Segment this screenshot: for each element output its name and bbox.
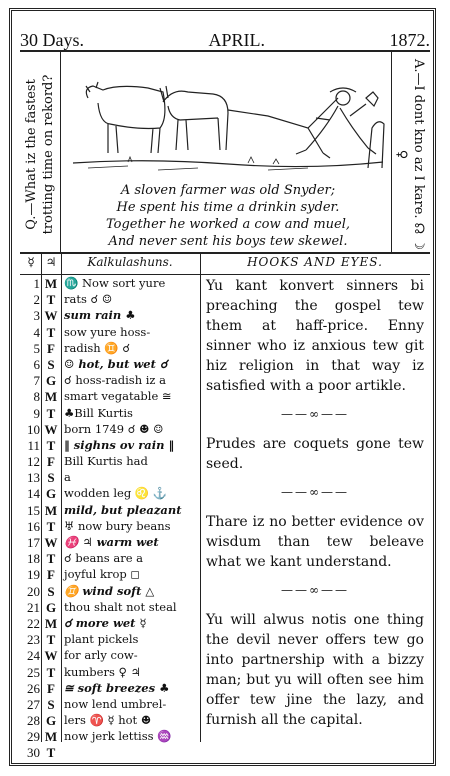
kalkulashun-text: ♣Bill Kurtis [64,405,133,420]
day-row [20,697,200,713]
weekday-letter: T [46,292,56,308]
day-number: 1 [33,276,40,291]
kalkulashun-text: wodden leg ♌ ⚓ [64,486,168,501]
day-number: 20 [27,583,40,599]
weekday-letter: W [44,648,58,664]
saying: Thare iz no better evidence ov wisdum than tew beleave what we kant understand. [206,514,424,570]
kalkulashun-text: ☌ more wet ☿ [64,615,147,630]
day-row [20,681,200,697]
kalkulashun-text: now jerk lettiss ♒ [64,729,172,744]
day-number: 19 [27,567,40,583]
kalkulashun-text: ♓ ♃ warm wet [64,535,159,549]
day-row [20,470,200,486]
weekday-letter: M [44,502,58,518]
kalkulashun-text: sow yure hoss- [64,324,151,339]
weekday-letter: T [46,632,56,648]
day-row [20,648,200,664]
day-number: 28 [27,713,40,729]
kalkulashun-text: Bill Kurtis had [64,454,148,469]
day-row [20,713,200,729]
weekday-letter: T [46,324,56,340]
day-number: 6 [33,356,40,372]
kalkulashun-text: smart vegatable ≅ [64,389,172,404]
kalkulashun-text: ‖ sighns ov rain ‖ [64,437,175,452]
day-row [20,551,200,567]
side-answer: A.—I dont kno az I kare. ☊ ☽ ♀ [394,58,426,250]
kalkulashun-text: now lend umbrel- [64,696,167,711]
ornament: ——∞—— [281,583,349,597]
kalkulashun-text: ☌ beans are a [64,551,144,566]
poem [68,182,388,250]
day-row [20,535,200,551]
day-number: 25 [27,664,40,680]
day-row [20,665,200,681]
weekday-letter: G [45,599,57,615]
farmer-illustration [68,58,388,178]
year: 1872. [389,29,430,50]
day-rows [20,276,200,762]
day-number: 10 [27,421,40,437]
illustration-band [20,50,430,254]
day-row [20,308,200,324]
day-row [20,486,200,502]
day-row [20,325,200,341]
weekday-letter: S [47,696,55,712]
day-row [20,745,200,761]
col-header-hooks: HOOKS AND EYES. [247,255,383,269]
day-row [20,438,200,454]
day-row [20,503,200,519]
weekday-letter: F [47,680,55,696]
weekday-letter: M [44,389,58,405]
day-number: 29 [27,729,40,745]
col-header-kalkulashuns: Kalkulashuns. [87,255,173,269]
kalkulashun-text: ≅ soft breezes ♣ [64,680,170,695]
day-number: 21 [27,599,40,615]
saying: Yu will alwus notis one thing the devil never offers tew go into partnership with a bizzy man; but yu will often see him offer tew jine the lazy, and furnish all the capital. [206,612,424,728]
month-title: APRIL. [208,29,265,50]
day-number: 18 [27,551,40,567]
weekday-letter: F [47,340,55,356]
day-row [20,600,200,616]
day-number: 26 [27,680,40,696]
ornament: ——∞—— [281,485,349,499]
day-number: 13 [27,470,40,486]
day-row [20,632,200,648]
weekday-letter: F [47,454,55,470]
day-number: 22 [27,615,40,631]
weekday-letter: M [44,276,58,291]
kalkulashun-text: ☺ hot, but wet ☌ [64,356,168,371]
weekday-letter: T [46,405,56,421]
weekday-letter: W [44,535,58,550]
kalkulashun-text: ♏ Now sort yure [64,276,166,290]
day-row [20,341,200,357]
kalkulashun-text: mild, but pleazant [64,502,182,517]
weekday-letter: G [45,713,57,729]
day-number: 24 [27,648,40,664]
col-header-day: ☿ [27,255,35,269]
kalkulashun-text: thou shalt not steal [64,599,177,614]
weekday-letter: S [47,470,55,486]
day-row [20,276,200,292]
weekday-letter: W [44,421,58,437]
weekday-letter: T [46,664,56,680]
day-number: 7 [33,373,40,389]
weekday-letter: T [46,518,56,534]
calendar-table [20,252,430,761]
day-number: 11 [27,437,40,453]
saying: Prudes are coquets gone tew seed. [206,436,424,472]
kalkulashun-text: lers ♈ ☿ hot ☻ [64,713,152,728]
col-header-weekday: ♃ [45,255,57,269]
day-row [20,454,200,470]
weekday-letter: T [46,551,56,567]
day-row [20,519,200,535]
day-row [20,389,200,405]
day-row [20,357,200,373]
saying: Yu kant konvert sinners bi preaching the gospel tew them at haff-price. Enny sinner who iz anxious tew git hiz religion in that way iz satisfied with a poor artikle. [206,278,424,394]
day-number: 23 [27,632,40,648]
days-count: 30 Days. [20,29,84,50]
kalkulashun-text: born 1749 ☌ ☻ ☺ [64,421,164,436]
day-number: 14 [27,486,40,502]
kalkulashun-text: rats ☌ ☺ [64,292,113,307]
weekday-letter: M [44,729,58,745]
day-row [20,616,200,632]
day-number: 3 [33,308,40,324]
day-number: 8 [33,389,40,405]
weekday-letter: S [47,356,55,372]
weekday-letter: M [44,615,58,631]
hooks-and-eyes [206,276,424,730]
poem-line: And never sent his boys tew skewel. [108,234,348,249]
kalkulashun-text: ♅ now bury beans [64,518,171,533]
day-row [20,422,200,438]
day-number: 2 [33,292,40,308]
poem-line: Together he worked a cow and muel, [105,217,351,232]
poem-line: A sloven farmer was old Snyder; [120,183,336,198]
day-number: 4 [33,324,40,340]
kalkulashun-text: plant pickels [64,632,139,647]
weekday-letter: F [47,567,55,583]
page-header [20,28,430,52]
weekday-letter: S [47,583,55,599]
day-number: 30 [27,745,40,761]
weekday-letter: G [45,486,57,502]
kalkulashun-text: a [64,470,71,485]
day-number: 15 [27,502,40,518]
poem-line: He spent his time a drinkin syder. [116,200,340,215]
kalkulashun-text: radish ♊ ☌ [64,340,131,355]
day-number: 27 [27,696,40,712]
day-row [20,292,200,308]
day-number: 17 [27,535,40,550]
side-question: Q.—What iz the fastest trotting time on rekord? [24,74,56,235]
kalkulashun-text: kumbers ♀ ♃ [64,664,141,679]
day-number: 9 [33,405,40,421]
day-row [20,729,200,745]
kalkulashun-text: joyful krop ◻ [64,567,140,582]
ornament: ——∞—— [281,407,349,421]
weekday-letter: T [46,437,56,453]
day-number: 5 [33,340,40,356]
day-number: 12 [27,454,40,470]
day-row [20,567,200,583]
kalkulashun-text: for arly cow- [64,648,138,663]
day-row [20,584,200,600]
weekday-letter: T [46,745,56,761]
kalkulashun-text: ☌ hoss-radish iz a [64,373,167,388]
kalkulashun-text: ♊ wind soft △ [64,583,155,598]
kalkulashun-text: sum rain ♣ [64,308,136,323]
day-row [20,373,200,389]
day-number: 16 [27,518,40,534]
weekday-letter: G [45,373,57,389]
day-row [20,406,200,422]
weekday-letter: W [44,308,58,324]
